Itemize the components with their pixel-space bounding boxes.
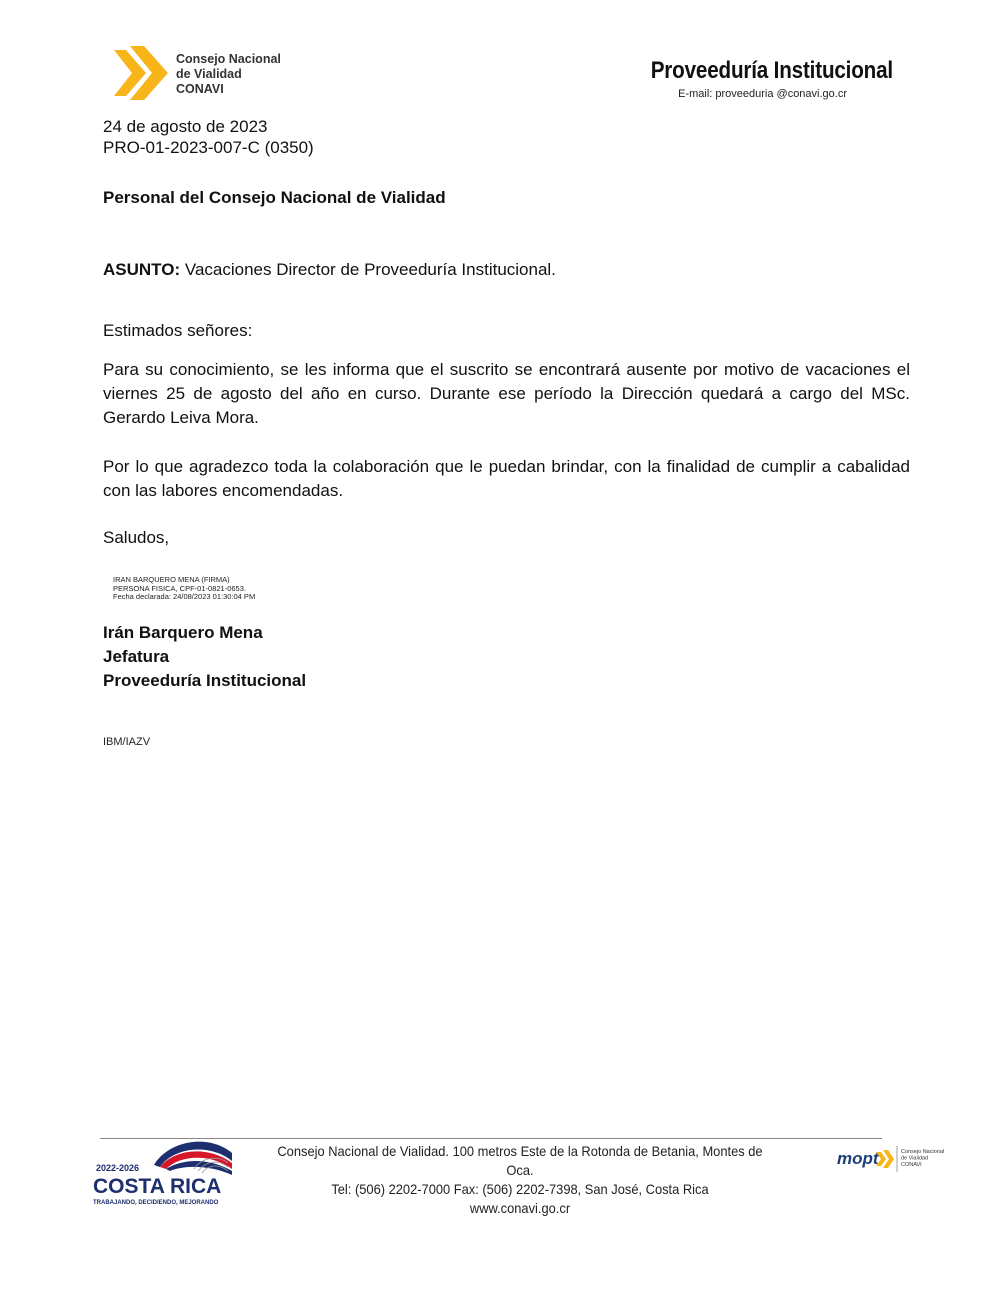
cr-logo-country: COSTA RICA [93,1175,222,1198]
mopt-conavi-logo [836,1143,946,1175]
costa-rica-logo [90,1135,240,1210]
footer-address [240,1142,800,1218]
conavi-logo [112,44,292,104]
office-email: E-mail: proveeduria @conavi.go.cr [678,88,847,100]
signer-name: Irán Barquero Mena [103,623,263,642]
footer-address-line-1: Consejo Nacional de Vialidad. 100 metros Este de la Rotonda de Betania, Montes de Oca. [277,1143,763,1178]
subject-text: Vacaciones Director de Proveeduría Institucional. [180,260,556,279]
signer-department: Proveeduría Institucional [103,671,307,690]
digital-signature-line-2: PERSONA FISICA, CPF-01-0821-0653. [113,583,246,593]
mopt-logo-line-3: CONAVI [901,1162,922,1168]
logo-line-3: CONAVI [176,82,224,96]
letter-closing: Saludos, [103,528,170,547]
office-title: Proveeduría Institucional [650,57,893,84]
signer-role: Jefatura [103,647,170,666]
letter-date: 24 de agosto de 2023 [103,117,268,136]
footer-address-line-2: Tel: (506) 2202-7000 Fax: (506) 2202-7398, San José, Costa Rica [331,1181,709,1197]
mopt-logo-icon [836,1143,946,1175]
digital-signature-line-1: IRAN BARQUERO MENA (FIRMA) [113,575,230,584]
mopt-brand: mopt [837,1149,879,1168]
letter-recipient: Personal del Consejo Nacional de Vialidad [103,188,446,207]
letter-subject [103,258,556,282]
conavi-chevron-logo-icon [112,44,174,102]
typist-initials: IBM/IAZV [103,736,151,748]
letter-paragraph-1: Para su conocimiento, se les informa que el suscrito se encontrará ausente por motivo de vacaciones el viernes 25 de agosto del año en curso. Durante ese período la Dirección quedará a cargo del MSc. Gerardo Leiva Mora. [103,360,910,427]
footer-website: www.conavi.go.cr [469,1200,571,1216]
digital-signature-line-3: Fecha declarada: 24/08/2023 01:30:04 PM [113,592,256,601]
logo-line-2: de Vialidad [176,67,242,81]
mopt-logo-line-2: de Vialidad [901,1155,929,1162]
letter-reference: PRO-01-2023-007-C (0350) [103,138,314,157]
logo-line-1: Consejo Nacional [176,52,281,66]
letter-greeting: Estimados señores: [103,321,253,340]
costa-rica-flag-icon [90,1135,240,1210]
mopt-logo-line-1: Consejo Nacional [901,1149,945,1155]
cr-logo-years: 2022-2026 [96,1163,140,1173]
cr-logo-slogan: TRABAJANDO, DECIDIENDO, MEJORANDO [93,1200,219,1206]
letter-paragraph-2: Por lo que agradezco toda la colaboración que le puedan brindar, con la finalidad de cumplir a cabalidad con las labores encomendadas. [103,457,910,500]
digital-signature-block [113,576,255,602]
subject-label: ASUNTO: [103,260,181,279]
